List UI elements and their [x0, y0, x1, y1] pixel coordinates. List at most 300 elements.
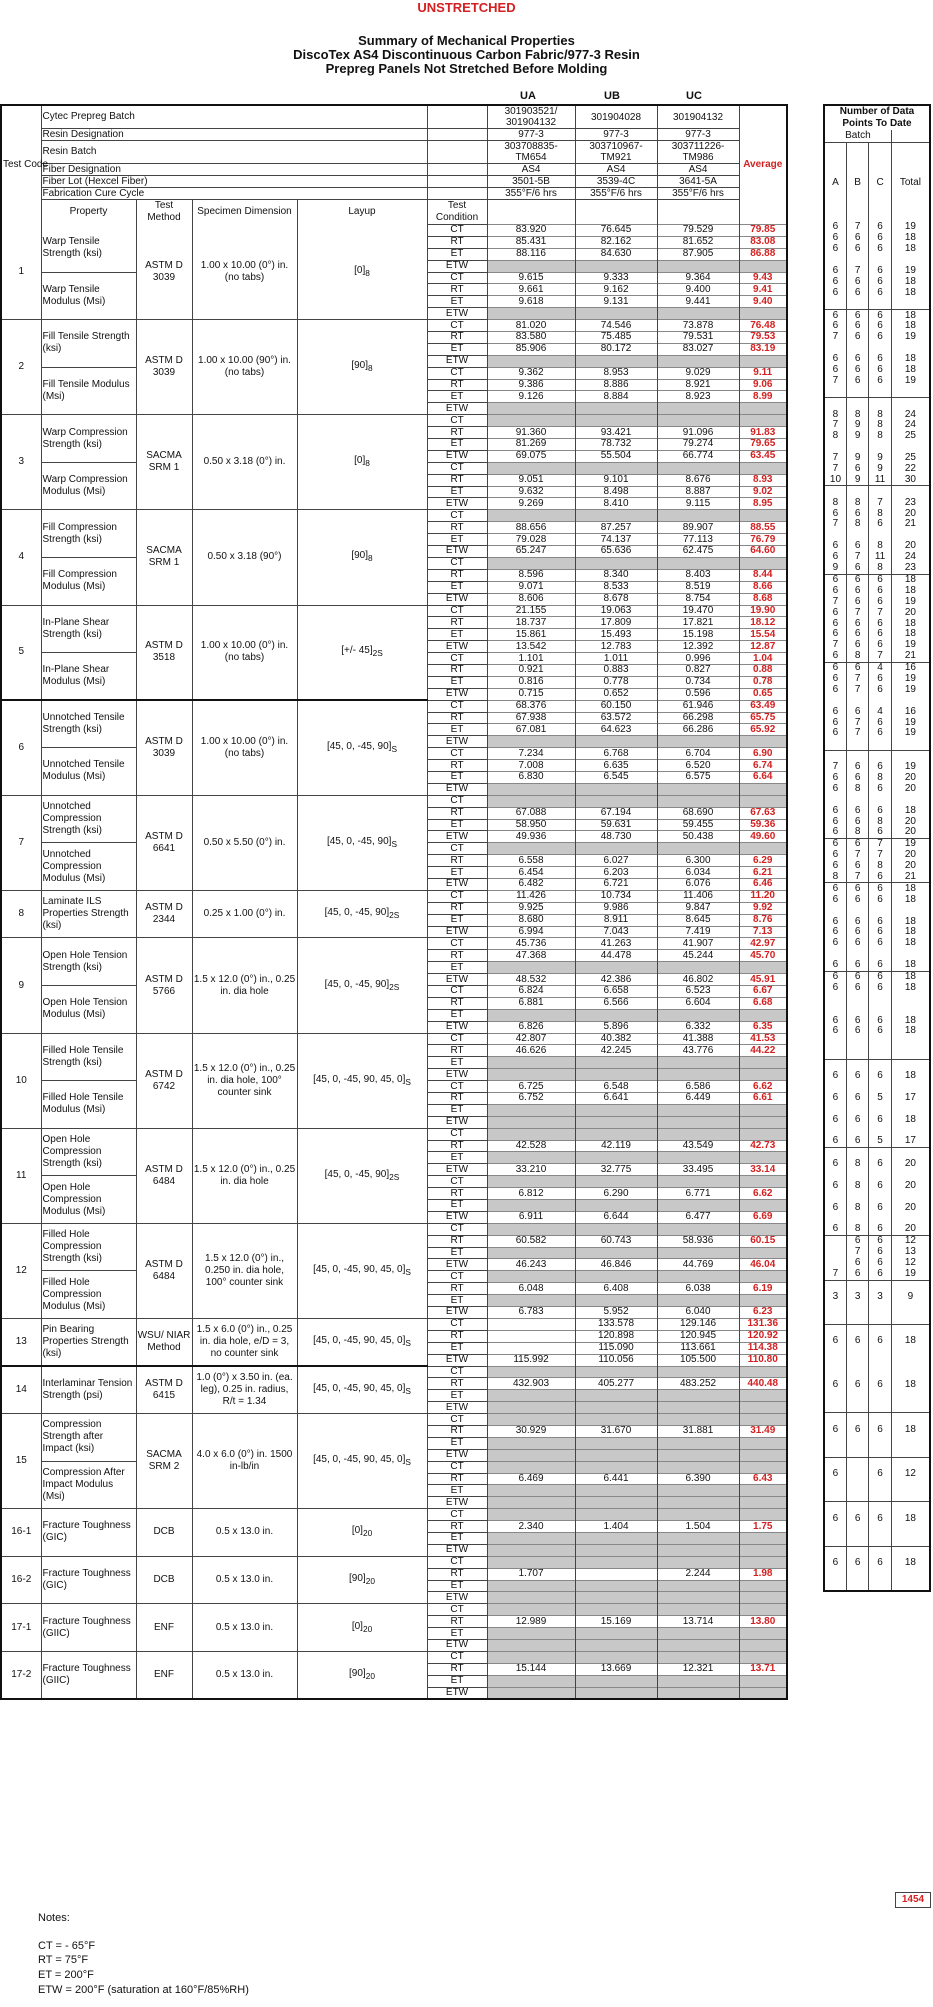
side-row: [824, 1015, 930, 1026]
average-cell: [739, 1104, 787, 1116]
table-row: [1, 605, 787, 617]
test-condition: RT: [427, 1283, 487, 1295]
side-row: [824, 1191, 930, 1202]
test-condition: RT: [427, 332, 487, 344]
test-method: ENF: [136, 1604, 192, 1652]
side-count: 20: [891, 1224, 930, 1235]
average-cell: 67.63: [739, 807, 787, 819]
value-cell: [657, 1437, 739, 1449]
side-count: [869, 905, 891, 916]
average-cell: 1.04: [739, 653, 787, 665]
title-line-3: Prepreg Panels Not Stretched Before Molding: [325, 61, 608, 76]
side-count: 6: [824, 574, 846, 585]
test-condition: ET: [427, 439, 487, 451]
value-cell: [487, 1152, 575, 1164]
value-cell: 9.029: [657, 367, 739, 379]
average-cell: 6.29: [739, 855, 787, 867]
value-cell: 12.392: [657, 641, 739, 653]
side-count: [869, 1125, 891, 1136]
property-name: Fill Compression Strength (ksi): [41, 510, 136, 558]
test-condition: RT: [427, 617, 487, 629]
side-count: 6: [846, 982, 868, 993]
side-count: [846, 1048, 868, 1059]
side-count: 6: [869, 872, 891, 883]
property-name: Unnotched Tensile Strength (ksi): [41, 700, 136, 748]
specimen-dimension: 0.50 x 3.18 (0°) in.: [192, 415, 297, 510]
average-cell: 46.04: [739, 1259, 787, 1271]
value-cell: 12.989: [487, 1616, 575, 1628]
average-cell: 110.80: [739, 1354, 787, 1366]
test-condition: RT: [427, 284, 487, 296]
test-condition: RT: [427, 855, 487, 867]
average-cell: [739, 1497, 787, 1509]
side-count: [846, 1059, 868, 1070]
table-row: [1, 1556, 787, 1568]
side-row: [824, 409, 930, 420]
grand-total: 1454: [895, 1892, 931, 1908]
side-count: 6: [869, 674, 891, 685]
side-count: 7: [846, 552, 868, 563]
value-cell: [575, 1200, 657, 1212]
test-condition: ETW: [427, 1639, 487, 1651]
side-count: [824, 1446, 846, 1457]
col-head-ub: UB: [604, 90, 620, 102]
test-code: 17-2: [1, 1651, 41, 1699]
value-cell: [575, 1176, 657, 1188]
side-count: 6: [869, 574, 891, 585]
value-cell: 13.714: [657, 1616, 739, 1628]
value-cell: 66.774: [657, 450, 739, 462]
test-condition: ETW: [427, 1116, 487, 1128]
side-total: Total: [891, 143, 930, 223]
side-count: [891, 255, 930, 266]
value-cell: 77.113: [657, 534, 739, 546]
average-cell: 9.11: [739, 367, 787, 379]
value-cell: [575, 795, 657, 807]
side-count: 3: [824, 1291, 846, 1302]
side-count: [891, 949, 930, 960]
side-count: [824, 1313, 846, 1324]
value-cell: 8.533: [575, 581, 657, 593]
value-cell: 74.546: [575, 320, 657, 332]
side-count: 6: [869, 1469, 891, 1480]
side-count: 20: [891, 816, 930, 827]
property-name: Warp Tensile Modulus (Msi): [41, 272, 136, 320]
value-cell: 33.495: [657, 1164, 739, 1176]
test-code: 12: [1, 1223, 41, 1318]
property-name: Compression After Impact Modulus (Msi): [41, 1461, 136, 1509]
side-count: 6: [824, 552, 846, 563]
value-cell: 5.896: [575, 1021, 657, 1033]
property-name: Pin Bearing Properties Strength (ksi): [41, 1318, 136, 1366]
value-cell: 6.545: [575, 771, 657, 783]
test-condition: ETW: [427, 641, 487, 653]
side-batch: Batch: [824, 130, 891, 143]
layup: [297, 938, 427, 1033]
meta-spacer: [427, 176, 487, 188]
side-count: [891, 1347, 930, 1358]
side-row: [824, 1524, 930, 1535]
side-count: [824, 1358, 846, 1369]
side-count: 6: [846, 629, 868, 640]
side-count: [869, 1347, 891, 1358]
average-cell: 18.12: [739, 617, 787, 629]
value-cell: 13.669: [575, 1663, 657, 1675]
value-cell: 9.618: [487, 296, 575, 308]
side-count: [846, 1125, 868, 1136]
average-cell: [739, 1461, 787, 1473]
test-condition: ET: [427, 771, 487, 783]
test-condition: CT: [427, 1318, 487, 1330]
value-cell: 113.661: [657, 1342, 739, 1354]
layup: [297, 1033, 427, 1128]
value-cell: 81.652: [657, 236, 739, 248]
table-row: [1, 1223, 787, 1235]
side-row: [824, 1325, 930, 1336]
test-condition: ETW: [427, 878, 487, 890]
value-cell: [575, 1128, 657, 1140]
value-cell: [657, 557, 739, 569]
side-count: 6: [846, 354, 868, 365]
side-count: [846, 1037, 868, 1048]
side-count: 18: [891, 805, 930, 816]
test-condition: CT: [427, 510, 487, 522]
side-count: [869, 1369, 891, 1380]
value-cell: 15.169: [575, 1616, 657, 1628]
side-row: [824, 1092, 930, 1103]
side-row: [824, 1580, 930, 1592]
average-cell: [739, 1176, 787, 1188]
test-condition: ET: [427, 1485, 487, 1497]
side-row: [824, 816, 930, 827]
layup: [297, 1651, 427, 1699]
table-row: [1, 510, 787, 522]
test-condition: ETW: [427, 1211, 487, 1223]
average-cell: 6.62: [739, 1081, 787, 1093]
test-condition: ETW: [427, 783, 487, 795]
side-count: [824, 1302, 846, 1313]
value-cell: [657, 962, 739, 974]
average-cell: 31.49: [739, 1425, 787, 1437]
value-cell: [575, 1592, 657, 1604]
side-count: 6: [869, 310, 891, 321]
side-spacer: [891, 130, 930, 143]
side-count: 6: [824, 728, 846, 739]
side-count: 6: [869, 1247, 891, 1258]
table-row: [1, 1604, 787, 1616]
side-count: 11: [869, 552, 891, 563]
side-row: [824, 684, 930, 695]
value-cell: 0.827: [657, 664, 739, 676]
average-cell: 0.65: [739, 688, 787, 700]
side-count: 4: [869, 662, 891, 673]
side-count: [824, 1413, 846, 1424]
side-count: 4: [869, 706, 891, 717]
side-count: 6: [846, 508, 868, 519]
side-count: 8: [869, 431, 891, 442]
table-row: [1, 795, 787, 807]
value-cell: 0.596: [657, 688, 739, 700]
side-count: 6: [846, 971, 868, 982]
test-code: 6: [1, 700, 41, 795]
side-count: 6: [824, 541, 846, 552]
test-condition: RT: [427, 1473, 487, 1485]
value-cell: 8.498: [575, 486, 657, 498]
side-count: 6: [846, 960, 868, 971]
side-count: 8: [869, 773, 891, 784]
value-cell: [657, 1461, 739, 1473]
side-row: [824, 728, 930, 739]
side-count: 7: [846, 607, 868, 618]
value-cell: [487, 962, 575, 974]
property-name: Fill Tensile Strength (ksi): [41, 320, 136, 368]
side-count: 18: [891, 1424, 930, 1435]
value-cell: 0.734: [657, 676, 739, 688]
side-count: 17: [891, 1092, 930, 1103]
side-row: [824, 1071, 930, 1082]
side-count: 19: [891, 596, 930, 607]
side-count: 18: [891, 883, 930, 894]
value-cell: [487, 462, 575, 474]
side-count: 5: [869, 1136, 891, 1147]
side-row: [824, 321, 930, 332]
side-count: 6: [846, 541, 868, 552]
value-cell: 1.504: [657, 1521, 739, 1533]
test-condition: ETW: [427, 1402, 487, 1414]
table-row: [1, 1128, 787, 1140]
side-row: [824, 375, 930, 386]
properties-table: [0, 104, 788, 1700]
side-count: 18: [891, 1513, 930, 1524]
value-cell: [575, 736, 657, 748]
head-spacer: [657, 200, 739, 225]
average-cell: 8.93: [739, 474, 787, 486]
side-count: 18: [891, 916, 930, 927]
side-count: 8: [846, 827, 868, 838]
average-cell: 7.13: [739, 926, 787, 938]
side-count: 7: [846, 850, 868, 861]
side-count: 6: [869, 927, 891, 938]
side-count: [824, 750, 846, 761]
property-name: Open Hole Compression Strength (ksi): [41, 1128, 136, 1176]
value-cell: 8.680: [487, 914, 575, 926]
side-count: [891, 1213, 930, 1224]
side-count: [869, 1325, 891, 1336]
side-count: 6: [846, 585, 868, 596]
test-condition: ETW: [427, 1259, 487, 1271]
side-count: [891, 530, 930, 541]
side-count: [846, 1213, 868, 1224]
average-cell: [739, 1485, 787, 1497]
value-cell: [487, 1116, 575, 1128]
side-count: 6: [869, 365, 891, 376]
value-cell: [487, 1687, 575, 1699]
side-count: [891, 298, 930, 309]
side-count: 20: [891, 850, 930, 861]
side-row: [824, 982, 930, 993]
layup: [297, 1318, 427, 1366]
test-condition: CT: [427, 1366, 487, 1378]
value-cell: [657, 1247, 739, 1259]
side-count: 9: [846, 420, 868, 431]
side-count: 7: [824, 453, 846, 464]
side-row: [824, 464, 930, 475]
value-cell: 81.269: [487, 439, 575, 451]
value-cell: [487, 1390, 575, 1402]
side-count: 18: [891, 310, 930, 321]
layup-text: [0]: [351, 1620, 363, 1632]
side-count: 8: [846, 1224, 868, 1235]
side-count: [846, 1469, 868, 1480]
side-count: 6: [824, 662, 846, 673]
value-cell: 10.734: [575, 890, 657, 902]
side-count: [824, 1059, 846, 1070]
side-count: 6: [846, 838, 868, 849]
average-cell: [739, 355, 787, 367]
value-cell: [575, 1544, 657, 1556]
side-row: [824, 640, 930, 651]
test-condition: RT: [427, 1425, 487, 1437]
side-count: [824, 1502, 846, 1513]
value-cell: 67.194: [575, 807, 657, 819]
value-cell: 2.244: [657, 1568, 739, 1580]
test-condition: ET: [427, 914, 487, 926]
value-cell: 9.126: [487, 391, 575, 403]
side-count: 6: [824, 1071, 846, 1082]
side-row: [824, 365, 930, 376]
side-count: 18: [891, 574, 930, 585]
column-head-row: [1, 200, 787, 225]
side-count: 6: [824, 1380, 846, 1391]
side-count: 6: [846, 938, 868, 949]
side-count: [824, 1004, 846, 1015]
value-cell: [657, 1414, 739, 1426]
test-condition: RT: [427, 760, 487, 772]
meta-value: 3641-5A: [657, 176, 739, 188]
average-cell: 59.36: [739, 819, 787, 831]
value-cell: 2.340: [487, 1521, 575, 1533]
test-code: 17-1: [1, 1604, 41, 1652]
value-cell: [657, 1390, 739, 1402]
side-count: 6: [846, 1071, 868, 1082]
side-count: 6: [846, 1015, 868, 1026]
table-row: [1, 1509, 787, 1521]
side-count: [846, 1313, 868, 1324]
value-cell: 9.400: [657, 284, 739, 296]
average-cell: 9.40: [739, 296, 787, 308]
side-count: [869, 343, 891, 354]
value-cell: [657, 1104, 739, 1116]
side-row: [824, 386, 930, 397]
average-cell: [739, 1592, 787, 1604]
value-cell: [487, 557, 575, 569]
layup-subscript: S: [391, 743, 398, 754]
value-cell: [657, 1057, 739, 1069]
side-row: [824, 827, 930, 838]
side-count: [824, 993, 846, 1004]
side-count: [869, 1191, 891, 1202]
side-count: [869, 1480, 891, 1491]
side-count: [846, 1435, 868, 1446]
side-count: [869, 1302, 891, 1313]
side-count: 6: [869, 233, 891, 244]
side-count: 6: [869, 883, 891, 894]
side-count: 25: [891, 431, 930, 442]
value-cell: 64.623: [575, 724, 657, 736]
layup-text: [+/- 45]: [341, 645, 373, 657]
side-row: [824, 1048, 930, 1059]
side-row: [824, 883, 930, 894]
side-count: [846, 695, 868, 706]
value-cell: 0.715: [487, 688, 575, 700]
layup-text: [45, 0, -45, 90, 45, 0]: [313, 1263, 406, 1275]
meta-value: AS4: [657, 164, 739, 176]
side-count: 6: [846, 618, 868, 629]
side-row: [824, 508, 930, 519]
side-count: [891, 1546, 930, 1557]
value-cell: 41.907: [657, 938, 739, 950]
layup-subscript: S: [391, 838, 398, 849]
average-cell: 0.78: [739, 676, 787, 688]
value-cell: [575, 1675, 657, 1687]
test-condition: CT: [427, 1414, 487, 1426]
value-cell: 6.752: [487, 1093, 575, 1105]
side-count: [891, 1302, 930, 1313]
value-cell: [657, 1402, 739, 1414]
table-row: [1, 1033, 787, 1045]
value-cell: 40.382: [575, 1033, 657, 1045]
value-cell: [575, 1687, 657, 1699]
head-spacer: [487, 200, 575, 225]
test-condition: CT: [427, 1128, 487, 1140]
side-count: [891, 1081, 930, 1092]
table-row: [1, 938, 787, 950]
value-cell: [487, 1497, 575, 1509]
average-cell: 440.48: [739, 1378, 787, 1390]
value-cell: [575, 1461, 657, 1473]
layup: [297, 605, 427, 700]
value-cell: 6.477: [657, 1211, 739, 1223]
value-cell: 19.063: [575, 605, 657, 617]
value-cell: 58.950: [487, 819, 575, 831]
side-count: 6: [824, 883, 846, 894]
average-cell: 8.68: [739, 593, 787, 605]
test-condition: RT: [427, 1140, 487, 1152]
value-cell: 6.027: [575, 855, 657, 867]
meta-value: 355°F/6 hrs: [487, 188, 575, 200]
value-cell: [487, 1009, 575, 1021]
average-cell: 13.80: [739, 1616, 787, 1628]
test-condition: RT: [427, 1521, 487, 1533]
side-count: [824, 1390, 846, 1401]
side-row: [824, 486, 930, 497]
property-name: Interlaminar Tension Strength (psi): [41, 1366, 136, 1414]
test-method: DCB: [136, 1556, 192, 1604]
side-row: [824, 1347, 930, 1358]
value-cell: 6.332: [657, 1021, 739, 1033]
test-condition: RT: [427, 1663, 487, 1675]
property-name: In-Plane Shear Modulus (Msi): [41, 653, 136, 701]
note-ct: CT = - 65°F: [38, 1940, 96, 1952]
value-cell: 6.449: [657, 1093, 739, 1105]
value-cell: [657, 1069, 739, 1081]
value-cell: 67.938: [487, 712, 575, 724]
test-condition: ET: [427, 581, 487, 593]
value-cell: [487, 1651, 575, 1663]
value-cell: [487, 1628, 575, 1640]
layup: [297, 415, 427, 510]
side-count: 21: [891, 872, 930, 883]
